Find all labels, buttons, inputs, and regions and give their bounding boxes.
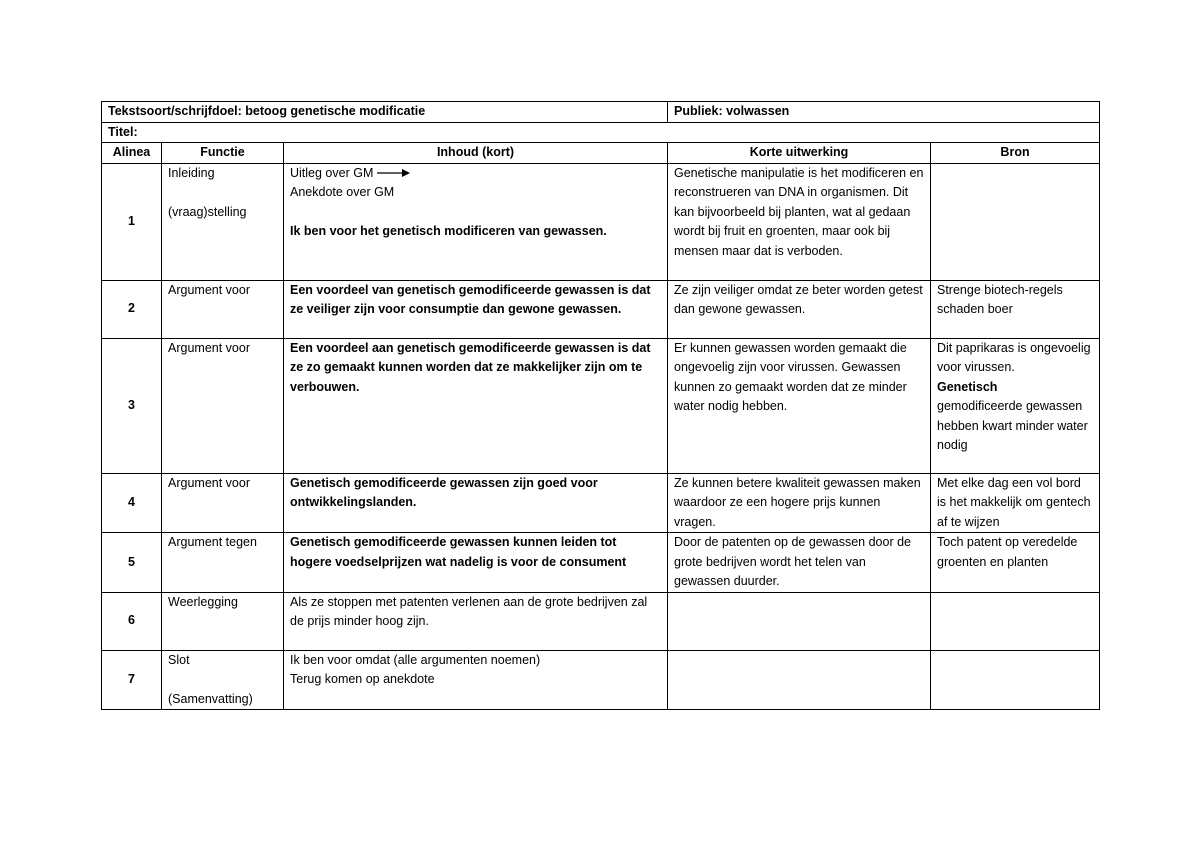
audience-cell: Publiek: volwassen xyxy=(668,102,1100,123)
table-row xyxy=(102,338,1100,473)
inhoud-line xyxy=(290,203,661,223)
uitwerking-cell: Door de patenten op de gewassen door de grote bedrijven wordt het telen van gewassen duurder. xyxy=(668,533,931,593)
bron-rest-text: gemodificeerde gewassen hebben kwart minder water nodig xyxy=(937,399,1088,452)
alinea-number: 2 xyxy=(102,280,162,338)
inhoud-line: Ik ben voor omdat (alle argumenten noemen) xyxy=(290,652,541,667)
bron-cell xyxy=(931,338,1100,473)
uitwerking-cell: Er kunnen gewassen worden gemaakt die ongevoelig zijn voor virussen. Gewassen kunnen zo gemaakt worden dat ze minder water nodig hebben. xyxy=(668,338,931,473)
functie-line: Slot xyxy=(168,652,190,667)
bron-cell xyxy=(931,592,1100,650)
functie-cell: Argument voor xyxy=(162,280,284,338)
alinea-number: 5 xyxy=(102,533,162,593)
bron-cell: Met elke dag een vol bord is het makkelijk om gentech af te wijzen xyxy=(931,473,1100,533)
bron-bold-text: Genetisch xyxy=(937,379,998,394)
table-row xyxy=(102,280,1100,338)
column-header-row xyxy=(102,143,1100,164)
uitwerking-cell: Ze zijn veiliger omdat ze beter worden getest dan gewone gewassen. xyxy=(668,280,931,338)
writing-plan-table xyxy=(101,101,1100,710)
table-row xyxy=(102,592,1100,650)
functie-cell: Weerlegging xyxy=(162,592,284,650)
functie-cell: Argument voor xyxy=(162,338,284,473)
functie-line: (Samenvatting) xyxy=(168,691,253,706)
col-header-bron: Bron xyxy=(931,143,1100,164)
alinea-number: 3 xyxy=(102,338,162,473)
functie-line: Inleiding xyxy=(168,165,215,180)
functie-line xyxy=(168,670,277,690)
bron-cell: Toch patent op veredelde groenten en planten xyxy=(931,533,1100,593)
table-row xyxy=(102,473,1100,533)
col-header-inhoud: Inhoud (kort) xyxy=(284,143,668,164)
alinea-number: 4 xyxy=(102,473,162,533)
uitwerking-cell: Ze kunnen betere kwaliteit gewassen maken waardoor ze een hogere prijs kunnen vragen. xyxy=(668,473,931,533)
uitwerking-cell xyxy=(668,650,931,710)
alinea-number: 1 xyxy=(102,163,162,280)
col-header-uitwerking: Korte uitwerking xyxy=(668,143,931,164)
functie-cell: Argument voor xyxy=(162,473,284,533)
functie-cell xyxy=(162,650,284,710)
table-row xyxy=(102,163,1100,280)
inhoud-cell: Als ze stoppen met patenten verlenen aan de grote bedrijven zal de prijs minder hoog zijn. xyxy=(284,592,668,650)
bron-cell xyxy=(931,650,1100,710)
inhoud-cell: Een voordeel van genetisch gemodificeerde gewassen is dat ze veiliger zijn voor consumptie dan gewone gewassen. xyxy=(284,280,668,338)
inhoud-text: Uitleg over GM xyxy=(290,165,374,180)
inhoud-line: Terug komen op anekdote xyxy=(290,672,435,686)
functie-cell xyxy=(162,163,284,280)
meta-row-type xyxy=(102,102,1100,123)
bron-cell xyxy=(931,163,1100,280)
table-row xyxy=(102,650,1100,710)
text-type-cell: Tekstsoort/schrijfdoel: betoog genetische modificatie xyxy=(102,102,668,123)
inhoud-cell: Genetisch gemodificeerde gewassen zijn goed voor ontwikkelingslanden. xyxy=(284,473,668,533)
title-cell: Titel: xyxy=(102,122,1100,143)
alinea-number: 6 xyxy=(102,592,162,650)
meta-row-title xyxy=(102,122,1100,143)
functie-line: (vraag)stelling xyxy=(168,204,247,219)
arrow-right-icon xyxy=(377,168,411,178)
inhoud-line xyxy=(290,164,661,184)
uitwerking-cell xyxy=(668,592,931,650)
inhoud-line: Ik ben voor het genetisch modificeren van gewassen. xyxy=(290,224,607,238)
col-header-alinea: Alinea xyxy=(102,143,162,164)
col-header-functie: Functie xyxy=(162,143,284,164)
functie-cell: Argument tegen xyxy=(162,533,284,593)
inhoud-cell: Genetisch gemodificeerde gewassen kunnen leiden tot hogere voedselprijzen wat nadelig is voor de consument xyxy=(284,533,668,593)
inhoud-cell xyxy=(284,650,668,710)
uitwerking-cell: Genetische manipulatie is het modificeren en reconstrueren van DNA in organismen. Dit kan bijvoorbeeld bij planten, wat al gedaan wordt bij fruit en groenten, maar ook bij mensen maar dat is verboden. xyxy=(668,163,931,280)
table-row xyxy=(102,533,1100,593)
inhoud-cell: Een voordeel aan genetisch gemodificeerde gewassen is dat ze zo gemaakt kunnen worden dat ze makkelijker zijn om te verbouwen. xyxy=(284,338,668,473)
inhoud-line: Anekdote over GM xyxy=(290,185,395,199)
inhoud-cell xyxy=(284,163,668,280)
bron-cell: Strenge biotech-regels schaden boer xyxy=(931,280,1100,338)
alinea-number: 7 xyxy=(102,650,162,710)
bron-text: Dit paprikaras is ongevoelig voor virussen. xyxy=(937,340,1091,374)
functie-line xyxy=(168,183,277,203)
